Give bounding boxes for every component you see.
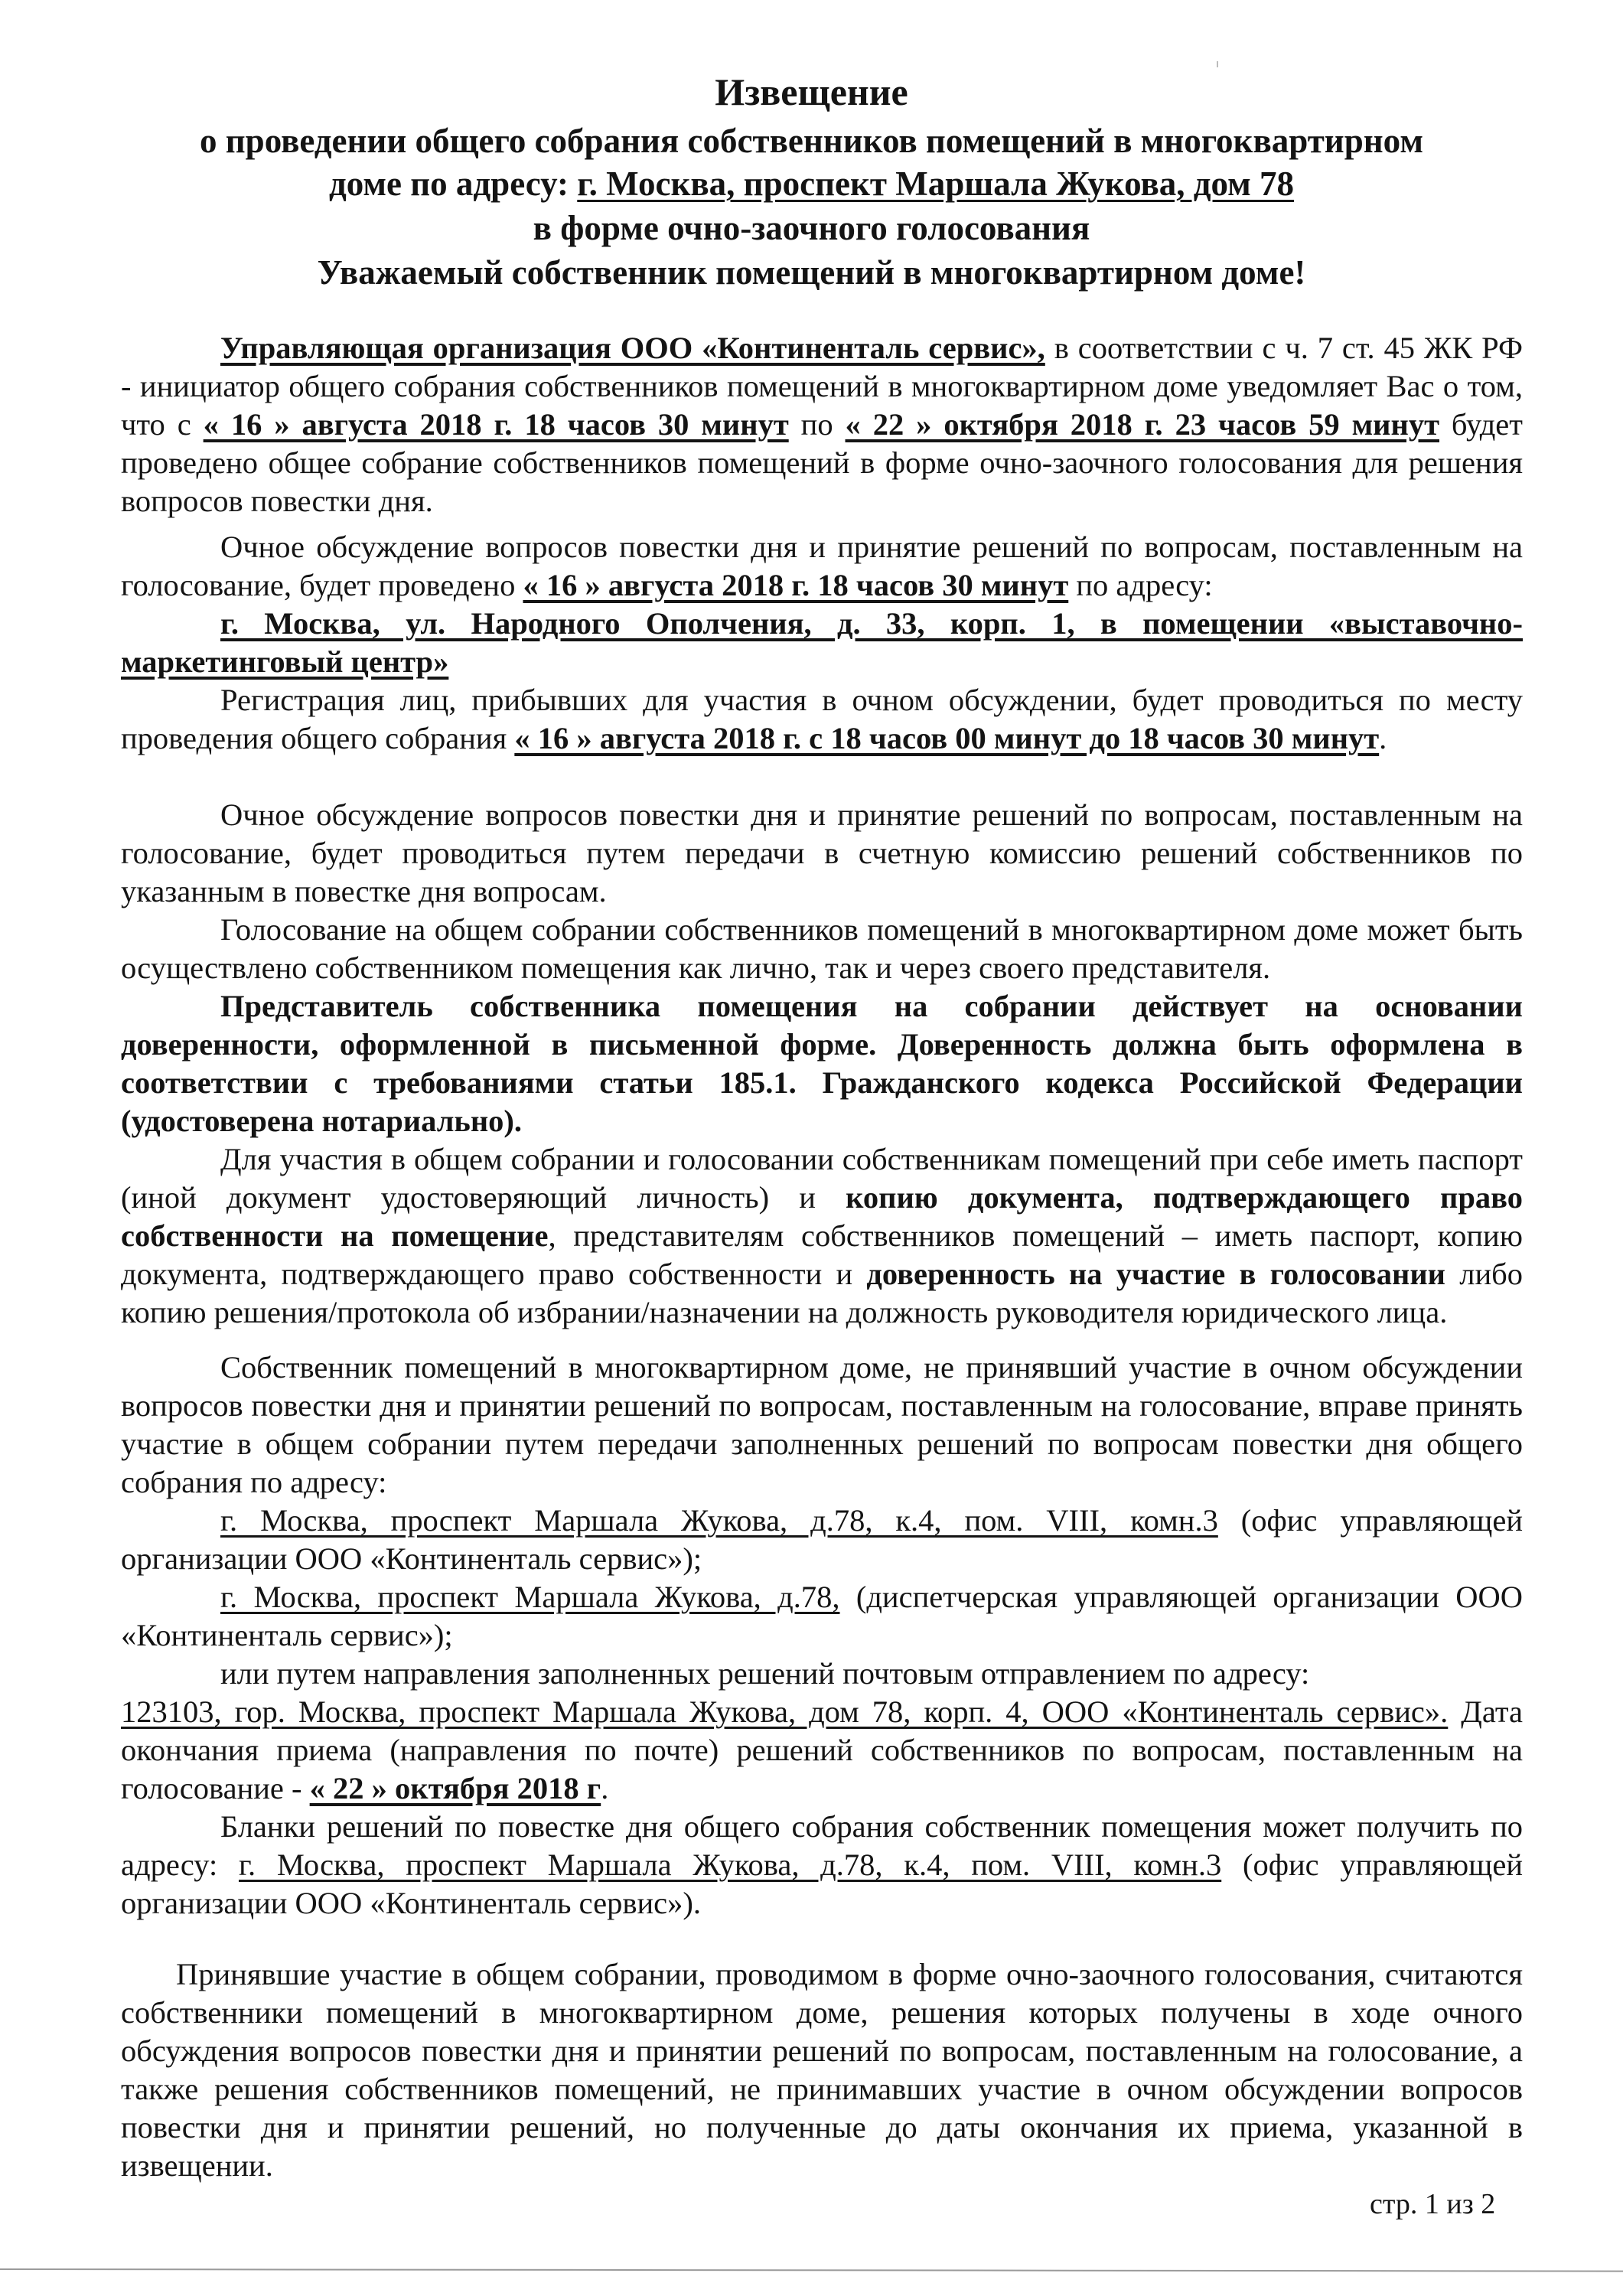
paragraph-participants: Принявшие участие в общем собрании, проводимом в форме очно-заочного голосования, считаются собственники помещений в многоквартирном доме, решения которых получены в ходе очного обсуждения вопросов повестки дня и принятии решений по вопросам, поставленным на голосование, а также решения собственников помещений, не принимавших участие в очном обсуждении вопросов повестки дня и принятии решений, но полученные до даты окончания их приема, указанной в извещении.	[121, 1957, 1523, 2183]
text: .	[601, 1771, 609, 1805]
text: будет проведено общее собрание собственников помещений в форме очно-заочного голосования для решения вопросов повестки дня.	[121, 407, 1523, 518]
text: в соответствии с ч. 7 ст. 45 ЖК РФ - инициатор общего собрания собственников помещений в многоквартирном доме уведомляет Вас о том, что с	[121, 331, 1523, 442]
ownership-document: копию документа, подтверждающего право собственности на помещение	[121, 1180, 1523, 1253]
start-date: « 16 » августа 2018 г. 18 часов 30 минут	[203, 407, 789, 442]
text: (офис управляющей организации ООО «Континенталь сервис»);	[121, 1503, 1523, 1576]
text: Бланки решений по повестке дня общего собрания собственник помещения может получить по адресу:	[121, 1809, 1523, 1882]
text: по адресу:	[1068, 568, 1213, 602]
paragraph-ballot-forms	[121, 1808, 1523, 1923]
subtitle-line-1: о проведении общего собрания собственников помещений в многоквартирном	[200, 122, 1423, 160]
text: , представителям собственников помещений – иметь паспорт, копию документа, подтверждающего право собственности и	[121, 1218, 1523, 1291]
subtitle-prefix: доме по адресу:	[328, 165, 578, 203]
paragraph-initiator	[121, 329, 1523, 520]
paragraph-power-of-attorney: Представитель собственника помещения на собрании действует на основании доверенности, оформленной в письменной форме. Доверенность должна быть оформлена в соответствии с требованиями статьи 185.1. Гражданского кодекса Российской Федерации (удостоверена нотариально).	[121, 989, 1523, 1138]
text: Дата окончания приема (направления по почте) решений собственников по вопросам, поставленным на голосование -	[121, 1694, 1523, 1805]
scan-speck	[1217, 61, 1218, 67]
paragraph-voting-method: Голосование на общем собрании собственников помещений в многоквартирном доме может быть осуществлено собственником помещения как лично, так и через своего представителя.	[121, 912, 1523, 985]
registration-time: « 16 » августа 2018 г. с 18 часов 00 минут до 18 часов 30 минут	[514, 721, 1380, 755]
meeting-venue-address: г. Москва, ул. Народного Ополчения, д. 33, корп. 1, в помещении «выставочно-маркетинговый центр»	[121, 606, 1523, 679]
paragraph-absentee-voting: Собственник помещений в многоквартирном доме, не принявший участие в очном обсуждении вопросов повестки дня и принятии решений по вопросам, поставленным на голосование, вправе принять участие в общем собрании путем передачи заполненных решений по вопросам повестки дня общего собрания по адресу:	[121, 1350, 1523, 1499]
document-title: Извещение	[715, 70, 908, 113]
paragraph-in-person-discussion	[121, 528, 1523, 605]
office-address: г. Москва, проспект Маршала Жукова, д.78, к.4, пом. VIII, комн.3	[220, 1503, 1218, 1538]
text: .	[1379, 721, 1387, 755]
paragraph-registration	[121, 681, 1523, 758]
ballot-pickup-address: г. Москва, проспект Маршала Жукова, д.78, к.4, пом. VIII, комн.3	[238, 1848, 1222, 1882]
paragraph-meeting-venue	[121, 605, 1523, 681]
subtitle-line-2	[0, 162, 1623, 205]
end-date: « 22 » октября 2018 г. 23 часов 59 минут	[845, 407, 1439, 442]
text: (офис управляющей организации ООО «Континенталь сервис»).	[121, 1848, 1524, 1920]
greeting: Уважаемый собственник помещений в многоквартирном доме!	[317, 253, 1306, 292]
text: либо копию решения/протокола об избрании/назначении на должность руководителя юридического лица.	[121, 1257, 1523, 1329]
text: Для участия в общем собрании и голосовании собственникам помещений при себе иметь паспорт (иной документ удостоверяющий личность) и	[121, 1142, 1523, 1215]
paragraph-vote-counting: Очное обсуждение вопросов повестки дня и принятие решений по вопросам, поставленным на голосование, будет проводиться путем передачи в счетную комиссию решений собственников по указанным в повестке дня вопросам.	[121, 797, 1523, 908]
discussion-date: « 16 » августа 2018 г. 18 часов 30 минут	[523, 568, 1069, 602]
text: Регистрация лиц, прибывших для участия в очном обсуждении, будет проводиться по месту проведения общего собрания	[121, 683, 1523, 755]
paragraph-office-address	[121, 1502, 1523, 1578]
voting-proxy: доверенность на участие в голосовании	[866, 1257, 1446, 1291]
page-number: стр. 1 из 2	[1370, 2188, 1496, 2220]
postal-address: 123103, гор. Москва, проспект Маршала Жукова, дом 78, корп. 4, ООО «Континенталь сервис».	[121, 1694, 1449, 1729]
text: (диспетчерская управляющей организации ООО «Континенталь сервис»);	[121, 1580, 1523, 1652]
dispatch-address: г. Москва, проспект Маршала Жукова, д.78,	[220, 1580, 840, 1614]
building-address: г. Москва, проспект Маршала Жукова, дом 78	[577, 165, 1295, 203]
paragraph-postal-option: или путем направления заполненных решений почтовым отправлением по адресу:	[220, 1656, 1310, 1691]
paragraph-dispatch-address	[121, 1578, 1523, 1655]
scan-edge-line	[0, 2268, 1623, 2272]
subtitle-line-3: в форме очно-заочного голосования	[533, 209, 1090, 247]
paragraph-required-documents	[121, 1140, 1523, 1332]
text: по	[788, 407, 846, 442]
text: Очное обсуждение вопросов повестки дня и принятие решений по вопросам, поставленным на голосование, будет проведено	[121, 530, 1523, 602]
management-company: Управляющая организация ООО «Континенталь сервис»,	[220, 331, 1045, 365]
paragraph-postal-address	[121, 1693, 1523, 1808]
deadline-date: « 22 » октября 2018 г	[309, 1771, 601, 1805]
